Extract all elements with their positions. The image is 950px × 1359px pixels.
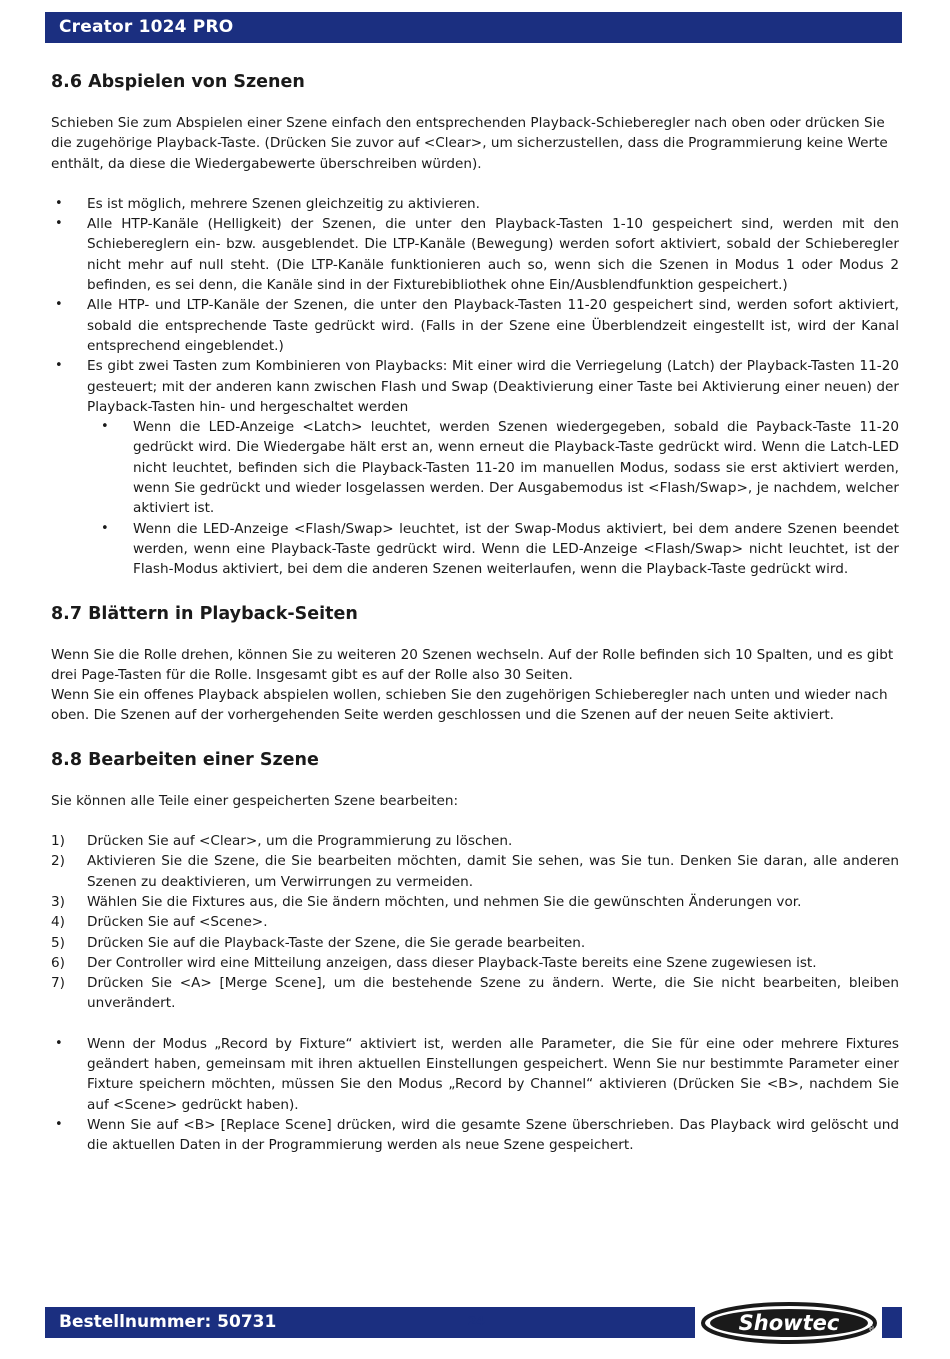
list-item-text: Es gibt zwei Tasten zum Kombinieren von Playbacks: Mit einer wird die Verriegelung (Latch) der Playback-Tasten 11-20 gesteuert; mit der anderen kann zwischen Flash und Swap (Deaktivierung einer Taste bei Aktivierung einer neuen) der Playback-Tasten hin- und hergeschaltet werden <box>87 358 899 415</box>
section-heading: 8.6 Abspielen von Szenen <box>51 72 305 92</box>
step-text: Aktivieren Sie die Szene, die Sie bearbeiten möchten, damit Sie sehen, was Sie tun. Denken Sie daran, alle anderen Szenen zu deaktivieren, um Verwirrungen zu vermeiden. <box>87 853 899 890</box>
sub-list-item: • Wenn die LED-Anzeige <Latch> leuchtet, werden Szenen wiedergegeben, sobald die Payback-Taste 11-20 gedrückt wird. Die Wiedergabe hält erst an, wenn erneut die Playback-Taste gedrückt wird. Wenn die Latch-LED nicht leuchtet, befinden sich die Playback-Tasten 11-20 im manuellen Modus, sodass sie erst aktiviert werden, wenn Sie gedrückt und wieder losgelassen werden. Der Ausgabemodus ist <Flash/Swap>, je nachdem, welcher aktiviert ist. <box>97 417 899 518</box>
list-item: • Alle HTP-Kanäle (Helligkeit) der Szenen, die unter den Playback-Tasten 1-10 gespeichert sind, werden mit den Schiebereglern ein- bzw. ausgeblendet. Die LTP-Kanäle (Bewegung) werden sofort aktiviert, sobald der Schieberegler nicht mehr auf null steht. (Die LTP-Kanäle funktionieren auch so, wenn sich die Szenen in Modus 1 oder Modus 2 befinden, es sei denn, die Kanäle sind in der Fixturebibliothek ohne Ein/Ausblendfunktion gespeichert.) <box>51 214 899 295</box>
list-item: • Es ist möglich, mehrere Szenen gleichzeitig zu aktivieren. <box>51 194 899 214</box>
order-number: Bestellnummer: 50731 <box>59 1312 277 1332</box>
list-item <box>51 356 899 579</box>
page-content <box>51 70 899 1177</box>
list-item <box>51 912 899 932</box>
list-item <box>51 953 899 973</box>
step-text: Drücken Sie <A> [Merge Scene], um die bestehende Szene zu ändern. Werte, die Sie nicht bearbeiten, bleiben unverändert. <box>87 975 899 1012</box>
bullet-list <box>51 194 899 580</box>
section-8-6 <box>51 70 899 580</box>
list-item: • Wenn Sie auf <B> [Replace Scene] drücken, wird die gesamte Szene überschrieben. Das Playback wird gelöscht und die aktuellen Daten in der Programmierung werden als neue Szene gespeichert. <box>51 1115 899 1156</box>
paragraph: Schieben Sie zum Abspielen einer Szene einfach den entsprechenden Playback-Schieberegler nach oben oder drücken Sie die zugehörige Playback-Taste. (Drücken Sie zuvor auf <Clear>, um sicherzustellen, dass die Programmierung keine Werte enthält, da diese die Wiedergabewerte überschreiben würden). <box>51 115 888 172</box>
svg-text:Showtec: Showtec <box>738 1311 840 1335</box>
list-item <box>51 892 899 912</box>
step-text: Wählen Sie die Fixtures aus, die Sie ändern möchten, und nehmen Sie die gewünschten Änderungen vor. <box>87 893 802 910</box>
bullet-list <box>51 1034 899 1156</box>
list-item: • Wenn der Modus „Record by Fixture“ aktiviert ist, werden alle Parameter, die Sie für eine oder mehrere Fixtures geändert haben, gemeinsam mit ihren aktuellen Einstellungen gespeichert. Wenn Sie nur bestimmte Parameter einer Fixture speichern möchten, müssen Sie den Modus „Record by Channel“ aktivieren (Drücken Sie <B>, nachdem Sie auf <Scene> gedrückt haben). <box>51 1034 899 1115</box>
section-8-7 <box>51 602 899 726</box>
list-item <box>51 831 899 851</box>
page-number: 24 <box>468 1314 485 1328</box>
list-item <box>51 933 899 953</box>
step-number: 1) <box>51 833 65 850</box>
paragraph: Wenn Sie ein offenes Playback abspielen wollen, schieben Sie den zugehörigen Schieberegler nach unten und wieder nach oben. Die Szenen auf der vorhergehenden Seite werden geschlossen und die Szenen auf der neuen Seite aktiviert. <box>51 687 888 724</box>
step-text: Der Controller wird eine Mitteilung anzeigen, dass dieser Playback-Taste bereits eine Szene zugewiesen ist. <box>87 954 817 971</box>
step-number: 7) <box>51 975 65 992</box>
step-text: Drücken Sie auf <Scene>. <box>87 914 268 931</box>
step-text: Drücken Sie auf die Playback-Taste der Szene, die Sie gerade bearbeiten. <box>87 934 586 951</box>
step-text: Drücken Sie auf <Clear>, um die Programmierung zu löschen. <box>87 833 513 850</box>
section-heading: 8.7 Blättern in Playback-Seiten <box>51 603 358 624</box>
footer-bar-end <box>882 1307 902 1338</box>
footer-bar <box>45 1307 695 1338</box>
svg-text:®: ® <box>868 1325 875 1333</box>
list-item <box>51 973 899 1014</box>
list-item <box>51 851 899 892</box>
step-number: 3) <box>51 893 65 910</box>
step-number: 2) <box>51 853 65 870</box>
sub-list-item: • Wenn die LED-Anzeige <Flash/Swap> leuchtet, ist der Swap-Modus aktiviert, bei dem andere Szenen beendet werden, wenn eine Playback-Taste gedrückt wird. Wenn die LED-Anzeige <Flash/Swap> nicht leuchtet, ist der Flash-Modus aktiviert, bei dem die anderen Szenen weiterlaufen, wenn die Playback-Taste gedrückt wird. <box>97 519 899 580</box>
section-8-8 <box>51 748 899 1156</box>
step-number: 6) <box>51 954 65 971</box>
step-number: 5) <box>51 934 65 951</box>
list-item: • Alle HTP- und LTP-Kanäle der Szenen, die unter den Playback-Tasten 11-20 gespeichert sind, werden sofort aktiviert, sobald die entsprechende Taste gedrückt wird. (Falls in der Szene eine Überblendzeit eingestellt ist, wird der Kanal entsprechend eingeblendet.) <box>51 295 899 356</box>
section-heading: 8.8 Bearbeiten einer Szene <box>51 749 319 770</box>
showtec-logo <box>700 1301 878 1345</box>
paragraph: Wenn Sie die Rolle drehen, können Sie zu weiteren 20 Szenen wechseln. Auf der Rolle befinden sich 10 Spalten, und es gibt drei Page-Tasten für die Rolle. Insgesamt gibt es auf der Rolle also 30 Seiten. <box>51 646 894 683</box>
header-bar <box>45 12 902 43</box>
step-number: 4) <box>51 914 65 931</box>
numbered-list <box>51 831 899 1014</box>
document-title: Creator 1024 PRO <box>59 17 234 37</box>
sub-bullet-list <box>97 417 899 579</box>
paragraph: Sie können alle Teile einer gespeicherten Szene bearbeiten: <box>51 792 459 809</box>
